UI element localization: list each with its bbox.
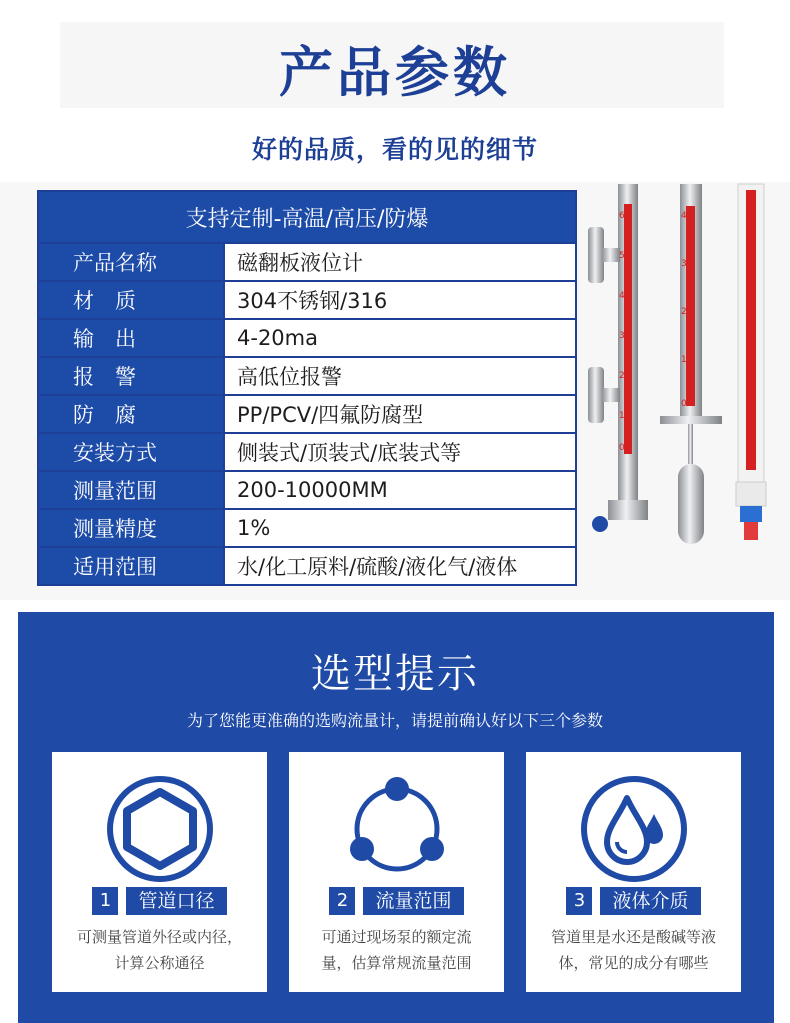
spec-key: 防 腐: [38, 395, 224, 433]
spec-key: 输 出: [38, 319, 224, 357]
spec-value: 304不锈钢/316: [224, 281, 576, 319]
table-row: [38, 243, 576, 281]
spec-value: 高低位报警: [224, 357, 576, 395]
card-name: 管道口径: [126, 887, 226, 915]
page-title: 产品参数: [279, 41, 511, 104]
flow-cycle-icon: [342, 774, 452, 884]
spec-value: PP/PCV/四氟防腐型: [224, 395, 576, 433]
card-desc-line: 计算公称通径: [114, 954, 205, 972]
scale-label: 40: [681, 211, 693, 221]
card-label: [526, 887, 741, 915]
scale-label: 50: [619, 251, 631, 261]
card-name: 流量范围: [363, 887, 463, 915]
selection-subtitle: 为了您能更准确的选购流量计，请提前确认好以下三个参数: [186, 711, 603, 730]
card-desc-line: 可通过现场泵的额定流: [321, 928, 472, 946]
spec-value: 磁翻板液位计: [224, 243, 576, 281]
card-number: 3: [566, 887, 592, 915]
card-desc-line: 体，常见的成分有哪些: [558, 954, 709, 972]
page-subtitle: 好的品质，看的见的细节: [251, 135, 538, 164]
table-row: [38, 471, 576, 509]
table-row: [38, 509, 576, 547]
scale-label: 10: [619, 411, 631, 421]
liquid-drop-icon: [579, 774, 689, 884]
card-desc-line: 量，估算常规流量范围: [321, 954, 472, 972]
spec-heading: 支持定制-高温/高压/防爆: [38, 191, 576, 243]
scale-label: 20: [681, 307, 693, 317]
card-number: 1: [92, 887, 118, 915]
spec-key: 适用范围: [38, 547, 224, 585]
card-description: [52, 924, 267, 976]
table-row: [38, 319, 576, 357]
scale-label: 0: [619, 443, 625, 453]
card-description: [526, 924, 741, 976]
spec-value: 1%: [224, 509, 576, 547]
card-desc-line: 可测量管道外径或内径，: [76, 928, 242, 946]
scale-label: 60: [619, 211, 631, 221]
spec-key: 测量范围: [38, 471, 224, 509]
spec-value: 水/化工原料/硫酸/液化气/液体: [224, 547, 576, 585]
scale-label: 0: [681, 399, 687, 409]
scale-label: 30: [681, 259, 693, 269]
table-row: [38, 547, 576, 585]
scale-label: 10: [681, 355, 693, 365]
scale-label: 40: [619, 291, 631, 301]
spec-key: 产品名称: [38, 243, 224, 281]
card-label: [52, 887, 267, 915]
table-row: [38, 395, 576, 433]
selection-card: [289, 752, 504, 992]
product-image: [588, 182, 788, 562]
scale-label: 20: [619, 371, 631, 381]
spec-value: 200-10000MM: [224, 471, 576, 509]
card-name: 液体介质: [600, 887, 700, 915]
spec-value: 4-20ma: [224, 319, 576, 357]
spec-key: 报 警: [38, 357, 224, 395]
spec-key: 测量精度: [38, 509, 224, 547]
scale-label: 30: [619, 331, 631, 341]
selection-title: 选型提示: [311, 651, 479, 697]
level-gauge-illustration: [588, 182, 788, 562]
spec-table: [37, 190, 577, 586]
card-desc-line: 管道里是水还是酸碱等液: [550, 928, 716, 946]
spec-value: 侧装式/顶装式/底装式等: [224, 433, 576, 471]
spec-key: 材 质: [38, 281, 224, 319]
spec-key: 安装方式: [38, 433, 224, 471]
table-row: [38, 281, 576, 319]
table-row: [38, 433, 576, 471]
table-row: [38, 357, 576, 395]
card-label: [289, 887, 504, 915]
selection-card: [52, 752, 267, 992]
selection-card: [526, 752, 741, 992]
hexagon-ring-icon: [105, 774, 215, 884]
card-number: 2: [329, 887, 355, 915]
card-description: [289, 924, 504, 976]
